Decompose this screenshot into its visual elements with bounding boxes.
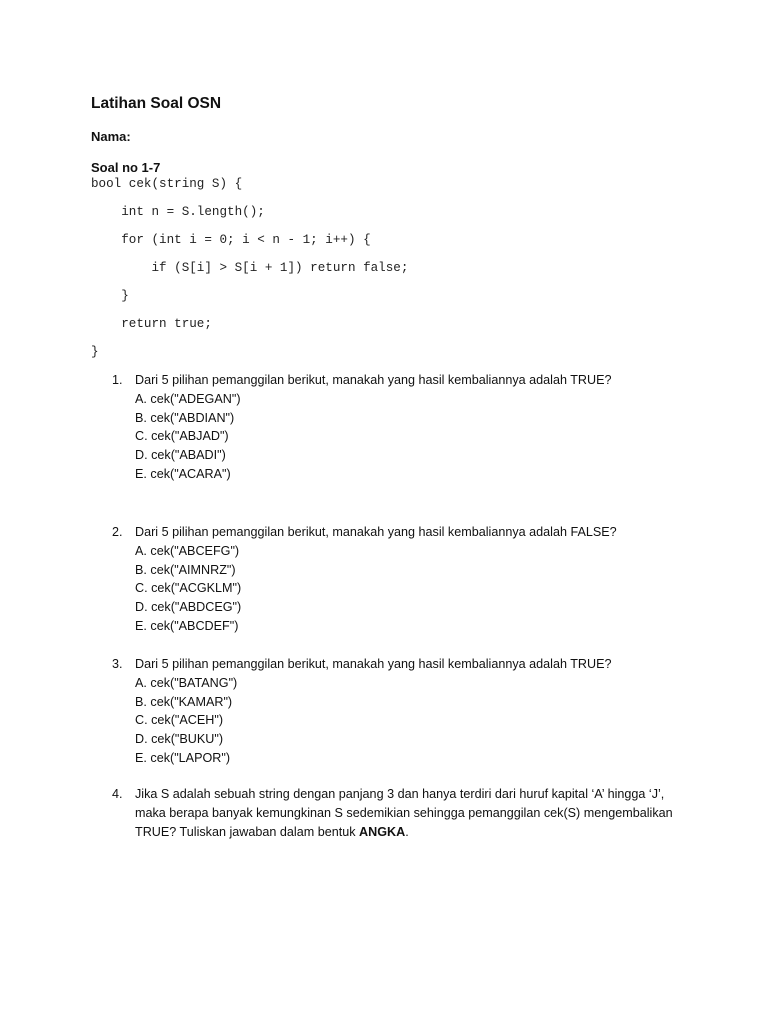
question-body: [135, 655, 695, 768]
option-a: A. cek("ADEGAN"): [135, 391, 241, 406]
question-stem-text: TRUE? Tuliskan jawaban dalam bentuk: [135, 824, 360, 839]
option-c: C. cek("ACGKLM"): [135, 581, 242, 596]
option-c: C. cek("ABJAD"): [135, 429, 229, 444]
option-d: D. cek("ABADI"): [135, 448, 226, 463]
option-e: E. cek("LAPOR"): [135, 750, 231, 765]
code-line: bool cek(string S) {: [91, 177, 243, 191]
code-line: }: [91, 345, 99, 359]
option-e: E. cek("ABCDEF"): [135, 618, 239, 633]
section-label: Soal no 1-7: [91, 160, 161, 175]
question-stem: Dari 5 pilihan pemanggilan berikut, manakah yang hasil kembaliannya adalah TRUE?: [135, 657, 612, 671]
question-stem-line: maka berapa banyak kemungkinan S sedemikian sehingga pemanggilan cek(S) mengembalikan: [135, 805, 673, 820]
option-b: B. cek("AIMNRZ"): [135, 562, 236, 577]
option-c: C. cek("ACEH"): [135, 713, 224, 728]
option-b: B. cek("KAMAR"): [135, 694, 233, 709]
page-title: Latihan Soal OSN: [91, 95, 222, 112]
option-e: E. cek("ACARA"): [135, 466, 231, 481]
code-line: int n = S.length();: [91, 205, 265, 219]
question-stem: Dari 5 pilihan pemanggilan berikut, manakah yang hasil kembaliannya adalah FALSE?: [135, 525, 617, 539]
code-line: if (S[i] > S[i + 1]) return false;: [91, 261, 409, 275]
code-line: return true;: [91, 317, 212, 331]
question-number: 4.: [112, 787, 123, 801]
question-stem: Dari 5 pilihan pemanggilan berikut, manakah yang hasil kembaliannya adalah TRUE?: [135, 373, 612, 387]
question-number: 1.: [112, 373, 123, 387]
question-body: [135, 371, 695, 484]
question-number: 3.: [112, 657, 123, 671]
question-stem-line: Jika S adalah sebuah string dengan panjang 3 dan hanya terdiri dari huruf kapital ‘A’ hingga ‘J’,: [135, 787, 665, 801]
question-stem-end: .: [405, 824, 409, 839]
question-body: [135, 785, 695, 841]
question-number: 2.: [112, 525, 123, 539]
question-stem-line-final: [135, 823, 695, 842]
code-line: }: [91, 289, 129, 303]
option-a: A. cek("ABCEFG"): [135, 543, 240, 558]
question-body: [135, 523, 695, 636]
option-a: A. cek("BATANG"): [135, 675, 238, 690]
code-line: for (int i = 0; i < n - 1; i++) {: [91, 233, 371, 247]
answer-format-emphasis: ANGKA: [359, 824, 406, 839]
option-d: D. cek("BUKU"): [135, 732, 224, 747]
name-label: Nama:: [91, 129, 131, 144]
option-b: B. cek("ABDIAN"): [135, 410, 235, 425]
option-d: D. cek("ABDCEG"): [135, 600, 242, 615]
